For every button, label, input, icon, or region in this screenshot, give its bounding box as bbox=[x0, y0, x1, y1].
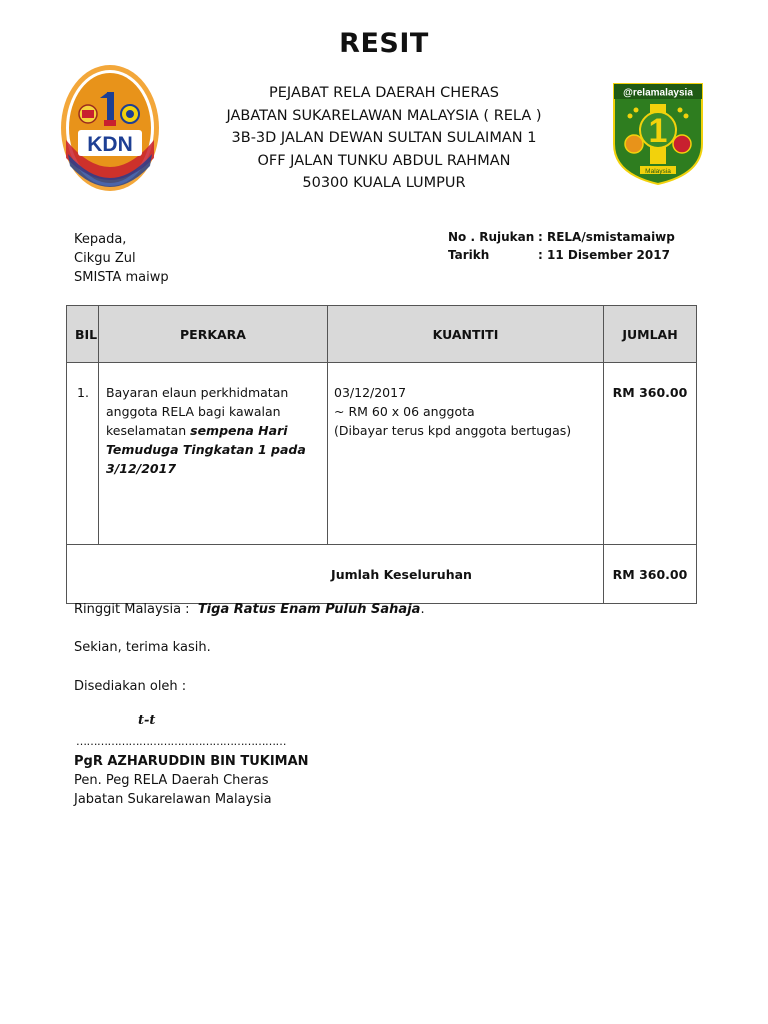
org-line-1: PEJABAT RELA DAERAH CHERAS bbox=[269, 85, 499, 101]
row-jumlah: RM 360.00 bbox=[604, 363, 697, 545]
organization-address bbox=[190, 82, 578, 195]
recipient-line-1: Kepada, bbox=[74, 232, 127, 247]
amount-words-value: Tiga Ratus Enam Puluh Sahaja bbox=[197, 602, 421, 617]
kuantiti-date: 03/12/2017 bbox=[334, 385, 407, 400]
signature: t-t bbox=[138, 713, 156, 728]
recipient-line-2: Cikgu Zul bbox=[74, 251, 136, 266]
rela-logo-handle: @relamalaysia bbox=[623, 87, 693, 99]
header-kuantiti: KUANTITI bbox=[328, 306, 604, 363]
org-line-4: OFF JALAN TUNKU ABDUL RAHMAN bbox=[257, 152, 511, 169]
row-kuantiti bbox=[328, 363, 604, 545]
header-jumlah: JUMLAH bbox=[604, 306, 697, 363]
org-line-5: 50300 KUALA LUMPUR bbox=[302, 175, 466, 191]
rela-logo-malaysia: Malaysia bbox=[645, 168, 671, 175]
signer-department: Jabatan Sukarelawan Malaysia bbox=[74, 792, 272, 807]
reference-label: No . Rujukan bbox=[448, 230, 535, 244]
recipient-block bbox=[74, 230, 169, 287]
date-label: Tarikh bbox=[448, 248, 490, 262]
signer-title: Pen. Peg RELA Daerah Cheras bbox=[74, 773, 269, 788]
org-line-2: JABATAN SUKARELAWAN MALAYSIA ( RELA ) bbox=[226, 107, 542, 124]
reference-block bbox=[448, 228, 675, 264]
perkara-emphasis: sempena Hari Temuduga Tingkatan 1 pada 3/12/2017 bbox=[106, 423, 306, 476]
prepared-by-label: Disediakan oleh : bbox=[74, 679, 187, 694]
date-value: : 11 Disember 2017 bbox=[538, 248, 670, 262]
row-bil: 1. bbox=[67, 363, 99, 545]
receipt-title: RESIT bbox=[339, 28, 429, 59]
table-row bbox=[67, 363, 697, 545]
header-perkara: PERKARA bbox=[99, 306, 328, 363]
kdn-logo bbox=[58, 62, 162, 194]
perkara-text: Bayaran elaun perkhidmatan anggota RELA bagi kawalan keselamatan bbox=[106, 385, 289, 438]
header-bil: BIL bbox=[67, 306, 99, 363]
kdn-logo-text: KDN bbox=[87, 133, 133, 156]
kuantiti-note: (Dibayar terus kpd anggota bertugas) bbox=[334, 423, 572, 438]
reference-value: : RELA/smistamaiwp bbox=[538, 230, 675, 244]
amount-in-words bbox=[74, 600, 425, 619]
recipient-line-3: SMISTA maiwp bbox=[74, 270, 169, 285]
org-line-3: 3B-3D JALAN DEWAN SULTAN SULAIMAN 1 bbox=[231, 130, 537, 146]
kuantiti-rate: ~ RM 60 x 06 anggota bbox=[334, 404, 475, 419]
signer-block bbox=[74, 752, 309, 809]
svg-text:1: 1 bbox=[648, 112, 668, 150]
signer-name: PgR AZHARUDDIN BIN TUKIMAN bbox=[74, 754, 309, 769]
amount-words-label: Ringgit Malaysia : bbox=[74, 602, 190, 617]
total-row bbox=[67, 545, 697, 604]
total-value: RM 360.00 bbox=[604, 545, 697, 604]
receipt-table bbox=[66, 305, 697, 604]
rela-logo bbox=[612, 82, 704, 186]
signature-line: …………………………………………………… bbox=[76, 735, 286, 748]
closing-text: Sekian, terima kasih. bbox=[74, 640, 211, 655]
row-perkara bbox=[99, 363, 328, 545]
total-label: Jumlah Keseluruhan bbox=[67, 545, 604, 604]
table-header-row bbox=[67, 306, 697, 363]
amount-words-end: . bbox=[420, 602, 425, 617]
